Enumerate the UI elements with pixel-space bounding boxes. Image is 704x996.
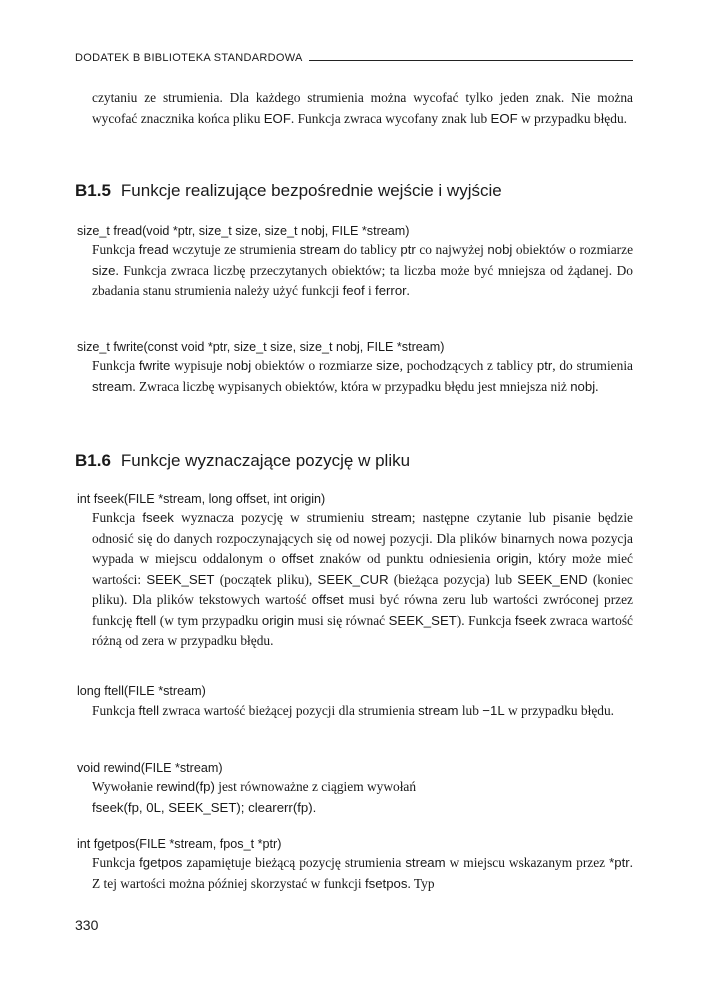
text-run: (początek pliku), [214, 571, 318, 587]
text-run: obiektów o rozmiarze [512, 242, 634, 257]
code-term: stream [299, 242, 340, 257]
text-run: musi być równa zeru lub wartości zwróconej przez funkcję [92, 592, 633, 628]
intro-paragraph-block [92, 88, 633, 129]
code-term: fseek [142, 510, 174, 525]
code-term: stream [418, 703, 459, 718]
text-run: , do strumienia [552, 358, 633, 373]
code-term: fseek [514, 612, 547, 628]
fgetpos-description [92, 853, 633, 894]
text-run: . Z tej wartości można później skorzystać w funkcji [92, 855, 633, 891]
text-run: zwraca wartość bieżącej pozycji dla strumienia [159, 703, 419, 718]
ftell-description-block [92, 701, 633, 722]
code-term: stream [371, 510, 412, 525]
text-run: . Funkcja zwraca wycofany znak lub [290, 110, 491, 126]
section-heading-b1-6 [75, 451, 410, 471]
fwrite-description-block [92, 356, 633, 397]
code-term: *ptr [609, 855, 630, 870]
code-term: stream [92, 378, 133, 394]
fread-description-block [92, 240, 633, 302]
text-run: co najwyżej [415, 242, 488, 257]
text-run: (bieżąca pozycja) lub [388, 571, 518, 587]
text-run: Funkcja [92, 855, 140, 870]
code-term: SEEK_CUR [317, 571, 389, 587]
text-run: jest równoważne z ciągiem wywołań [214, 779, 417, 794]
text-run: ; następne czytanie lub pisanie będzie odnosić się do danych rozpoczynających się od nowej pozycji. Dla plików binarnych nowa pozycja wypada w miejscu oddalonym o [92, 510, 633, 566]
code-term: ptr [400, 242, 416, 257]
text-run: zapamiętuje bieżącą pozycję strumienia [182, 855, 406, 870]
section-title: Funkcje realizujące bezpośrednie wejście i wyjście [120, 181, 502, 200]
text-run: w przypadku błędu. [517, 110, 627, 126]
text-run: ). Funkcja [456, 612, 515, 628]
text-run: lub [458, 703, 483, 718]
code-term: stream [405, 855, 446, 870]
code-term: offset [311, 592, 344, 607]
section-number: B1.6 [75, 451, 111, 470]
section-title: Funkcje wyznaczające pozycję w pliku [120, 451, 411, 470]
text-run: znaków od punktu odniesienia [313, 551, 497, 566]
fwrite-description [92, 356, 633, 397]
text-run: Wywołanie [92, 779, 157, 794]
text-run: w miejscu wskazanym przez [445, 855, 610, 870]
rewind-prototype: void rewind(FILE *stream) [77, 761, 223, 775]
code-term: ferror [375, 283, 407, 298]
text-run: musi się równać [294, 612, 389, 628]
page-number: 330 [75, 917, 99, 933]
text-run: Funkcja [92, 510, 143, 525]
code-term: fread [138, 242, 169, 257]
code-term: SEEK_SET [388, 612, 457, 628]
code-term: −1L [482, 703, 505, 718]
code-term: nobj [487, 242, 513, 257]
code-term: size [376, 358, 400, 373]
text-run: . Zwraca liczbę wypisanych obiektów, która w przypadku błędu jest mniejsza niż [132, 378, 571, 394]
section-heading-b1-5 [75, 181, 502, 201]
text-run: zwraca wartość różną od zera w przypadku błędu. [92, 612, 633, 648]
text-run: , który może mieć wartości: [92, 551, 633, 587]
intro-paragraph [92, 88, 633, 129]
fwrite-prototype: size_t fwrite(const void *ptr, size_t size, size_t nobj, FILE *stream) [77, 340, 445, 354]
text-run: i [364, 283, 376, 298]
code-term: fgetpos [139, 855, 183, 870]
fseek-prototype: int fseek(FILE *stream, long offset, int origin) [77, 492, 326, 506]
rewind-code-line: fseek(fp, 0L, SEEK_SET); clearerr(fp). [92, 799, 317, 815]
code-term: fwrite [138, 358, 171, 373]
text-run: obiektów o rozmiarze [251, 358, 377, 373]
code-term: EOF [263, 110, 291, 126]
text-run: . Typ [407, 875, 435, 891]
fseek-description [92, 508, 633, 652]
code-term: nobj [226, 358, 252, 373]
text-run: Funkcja [92, 358, 139, 373]
text-run: , pochodzących z tablicy [399, 358, 537, 373]
text-run: . [595, 378, 599, 394]
text-run: w przypadku błędu. [504, 703, 615, 718]
code-term: offset [281, 551, 314, 566]
fseek-description-block [92, 508, 633, 652]
text-run: wypisuje [170, 358, 227, 373]
code-term: ftell [138, 703, 160, 718]
running-header [75, 52, 633, 64]
text-run: . [406, 283, 410, 298]
ftell-description [92, 701, 633, 722]
text-run: czytaniu ze strumienia. Dla każdego strumienia można wycofać tylko jeden znak. Nie można wycofać znacznika końca pliku [92, 90, 633, 126]
text-run: Funkcja [92, 703, 139, 718]
code-term: nobj [570, 378, 596, 394]
code-term: size [92, 262, 116, 278]
code-term: SEEK_END [517, 571, 588, 587]
rewind-description-block [92, 777, 633, 818]
rewind-description [92, 777, 633, 818]
code-term: feof [342, 283, 365, 298]
ftell-prototype: long ftell(FILE *stream) [77, 684, 206, 698]
fread-description [92, 240, 633, 302]
code-term: origin [496, 551, 529, 566]
section-number: B1.5 [75, 181, 111, 200]
text-run: wyznacza pozycję w strumieniu [173, 510, 372, 525]
code-term: rewind(fp) [156, 779, 215, 794]
header-rule [309, 60, 633, 61]
code-term: fsetpos [364, 875, 408, 891]
code-term: ftell [135, 612, 157, 628]
code-term: SEEK_SET [146, 571, 215, 587]
text-run: Funkcja [92, 242, 139, 257]
code-term: EOF [490, 110, 518, 126]
text-run: . Funkcja zwraca liczbę przeczytanych obiektów; ta liczba może być mniejsza od żądanej. Do zbadania stanu strumienia należy użyć funkcji [92, 262, 633, 298]
text-run: (koniec pliku). Dla plików tekstowych wartość [92, 571, 633, 607]
text-run: (w tym przypadku [156, 612, 262, 628]
code-term: ptr [536, 358, 553, 373]
text-run: do tablicy [339, 242, 401, 257]
running-header-title: DODATEK B BIBLIOTEKA STANDARDOWA [75, 52, 303, 64]
code-term: origin [261, 612, 295, 628]
fgetpos-description-block [92, 853, 633, 894]
fread-prototype: size_t fread(void *ptr, size_t size, size_t nobj, FILE *stream) [77, 224, 410, 238]
text-run: wczytuje ze strumienia [168, 242, 300, 257]
fgetpos-prototype: int fgetpos(FILE *stream, fpos_t *ptr) [77, 837, 282, 851]
